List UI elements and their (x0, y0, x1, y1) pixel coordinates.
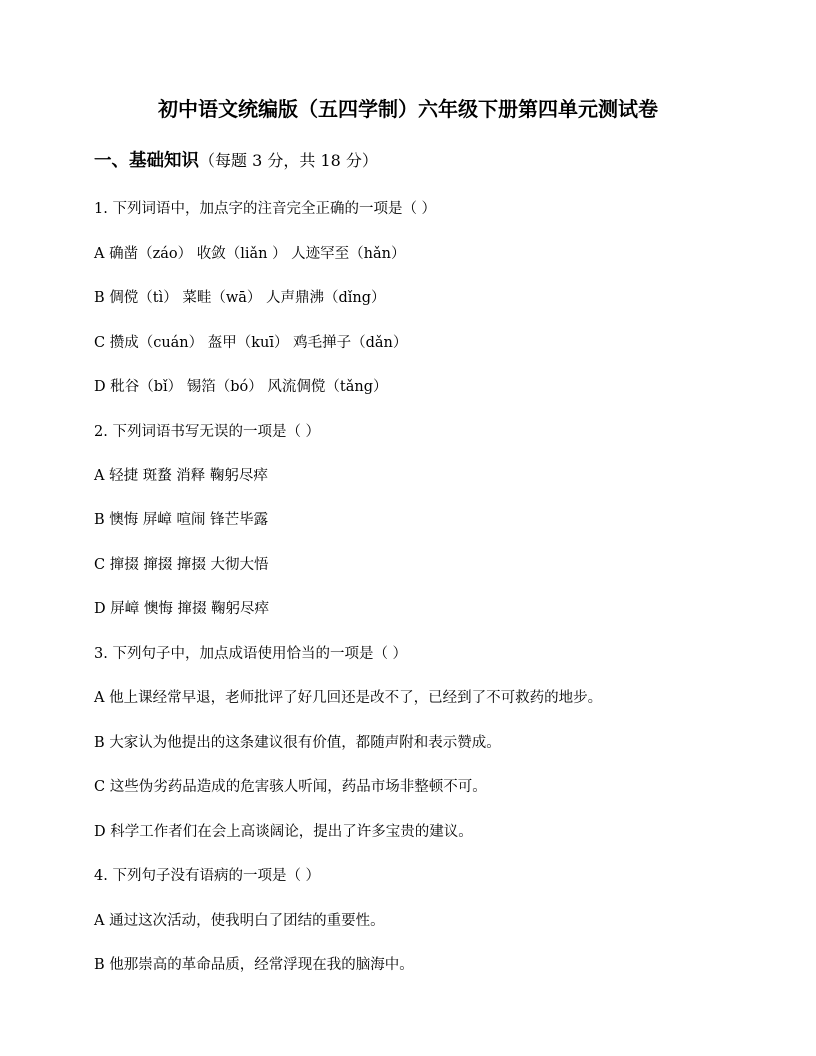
question-3-option-c: C 这些伪劣药品造成的危害骇人听闻，药品市场非整顿不可。 (94, 779, 487, 795)
document-title: 初中语文统编版（五四学制）六年级下册第四单元测试卷 (158, 97, 658, 121)
question-1-option-c: C 攒成（cuán） 盔甲（kuī） 鸡毛掸子（dǎn） (94, 335, 408, 351)
question-1-stem: 1. 下列词语中，加点字的注音完全正确的一项是（ ） (94, 201, 437, 217)
question-4-option-a: A 通过这次活动，使我明白了团结的重要性。 (94, 913, 385, 929)
question-2-option-c: C 撺掇 撺掇 撺掇 大彻大悟 (94, 557, 269, 573)
question-3-option-d: D 科学工作者们在会上高谈阔论，提出了许多宝贵的建议。 (94, 824, 473, 840)
question-2-option-b: B 懊悔 屏嶂 喧闹 锋芒毕露 (94, 512, 269, 528)
question-1-option-d: D 秕谷（bǐ） 锡箔（bó） 风流倜傥（tǎng） (94, 379, 388, 395)
section-title: 一、基础知识 (94, 151, 199, 171)
question-2-option-d: D 屏嶂 懊悔 撺掇 鞠躬尽瘁 (94, 601, 270, 617)
section-heading (94, 147, 378, 175)
question-1-option-a: A 确凿（záo） 收敛（liǎn ） 人迹罕至（hǎn） (94, 246, 406, 262)
question-4-stem: 4. 下列句子没有语病的一项是（ ） (94, 868, 321, 884)
question-4-option-b: B 他那崇高的革命品质，经常浮现在我的脑海中。 (94, 957, 414, 973)
question-1-option-b: B 倜傥（tì） 菜畦（wā） 人声鼎沸（dǐng） (94, 290, 386, 306)
section-score-note: （每题 3 分，共 18 分） (199, 151, 378, 170)
question-3-option-a: A 他上课经常早退，老师批评了好几回还是改不了，已经到了不可救药的地步。 (94, 690, 603, 706)
question-3-option-b: B 大家认为他提出的这条建议很有价值，都随声附和表示赞成。 (94, 735, 501, 751)
question-3-stem: 3. 下列句子中，加点成语使用恰当的一项是（ ） (94, 646, 408, 662)
question-2-option-a: A 轻捷 斑蝥 消释 鞠躬尽瘁 (94, 468, 268, 484)
question-2-stem: 2. 下列词语书写无误的一项是（ ） (94, 424, 321, 440)
